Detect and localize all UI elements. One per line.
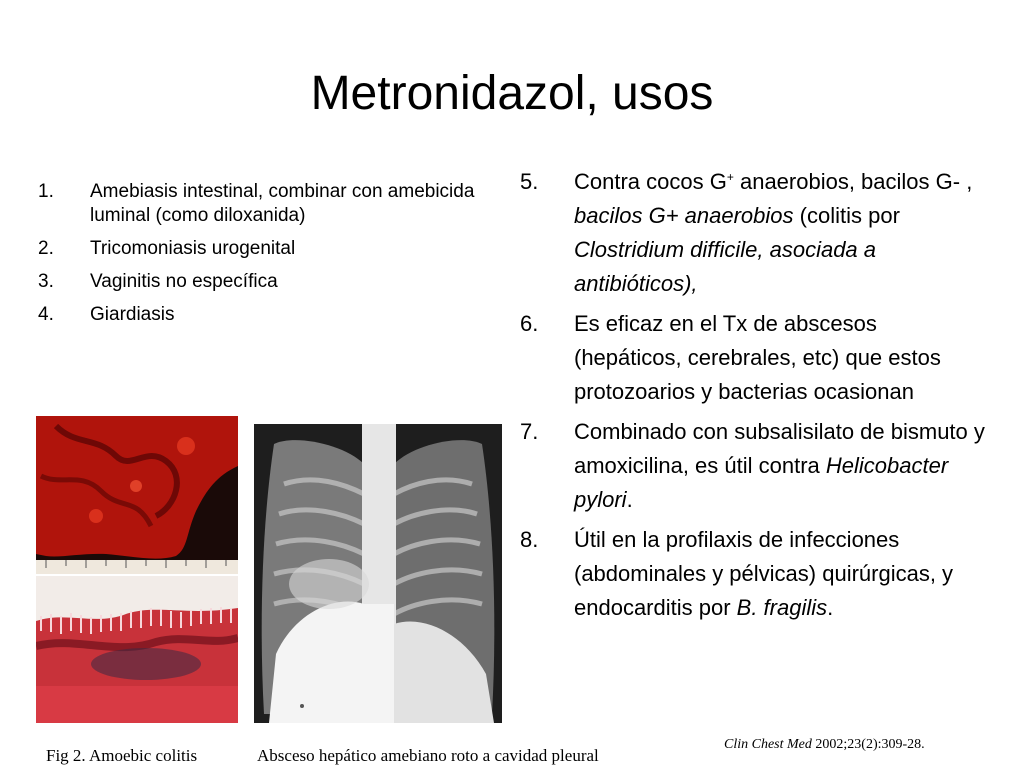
chest-xray-image	[254, 424, 502, 723]
list-item	[520, 415, 990, 517]
italic-run: bacilos G+ anaerobios	[574, 203, 794, 228]
text-run: Combinado con subsalisilato de bismuto y amoxicilina, es útil contra	[574, 419, 985, 478]
list-number: 4.	[38, 304, 54, 325]
list-item	[520, 165, 990, 301]
list-number: 6.	[520, 311, 539, 336]
journal-name: Clin Chest Med	[724, 737, 812, 752]
list-item	[520, 523, 990, 625]
list-number: 8.	[520, 527, 539, 552]
superscript: +	[726, 170, 734, 184]
italic-run: Helicobacter pylori	[574, 453, 949, 512]
text-run: Útil en la profilaxis de infecciones (abdominales y pélvicas) quirúrgicas, y endocarditis por	[574, 527, 954, 620]
list-number: 2.	[38, 238, 54, 259]
left-numbered-list	[38, 180, 478, 336]
list-item	[38, 180, 478, 228]
list-item	[38, 270, 478, 294]
text-run: .	[626, 487, 633, 512]
list-item	[520, 307, 990, 409]
list-number: 5.	[520, 169, 539, 194]
slide-title: Metronidazol, usos	[310, 67, 714, 120]
colitis-histology-photo	[36, 576, 238, 723]
list-text: Vaginitis no específica	[90, 271, 278, 292]
list-text	[574, 415, 990, 517]
list-text: Amebiasis intestinal, combinar con amebicida luminal (como diloxanida)	[90, 181, 475, 226]
xray-caption: Absceso hepático amebiano roto a cavidad pleural	[257, 746, 599, 765]
list-text: Giardiasis	[90, 304, 175, 325]
list-text: Tricomoniasis urogenital	[90, 238, 296, 259]
list-item	[38, 237, 478, 261]
colitis-gross-photo	[36, 416, 238, 574]
list-item	[38, 303, 478, 327]
citation-details: 2002;23(2):309-28.	[811, 737, 925, 752]
right-numbered-list	[520, 165, 990, 631]
list-text	[574, 523, 990, 625]
text-run: Contra cocos G	[574, 169, 727, 194]
text-run: .	[827, 595, 834, 620]
list-number: 1.	[38, 181, 54, 202]
reference-citation	[724, 737, 925, 753]
list-text	[574, 165, 990, 301]
list-text: Es eficaz en el Tx de abscesos (hepáticos, cerebrales, etc) que estos protozoarios y bacterias ocasionan	[574, 311, 941, 404]
italic-run: Clostridium difficile, asociada a antibióticos),	[574, 237, 877, 296]
italic-run: B. fragilis	[736, 595, 828, 620]
list-number: 3.	[38, 271, 54, 292]
text-run: (colitis por	[793, 203, 900, 228]
list-number: 7.	[520, 419, 539, 444]
text-run: anaerobios, bacilos G- ,	[733, 169, 973, 194]
colitis-caption: Fig 2. Amoebic colitis	[46, 746, 198, 765]
